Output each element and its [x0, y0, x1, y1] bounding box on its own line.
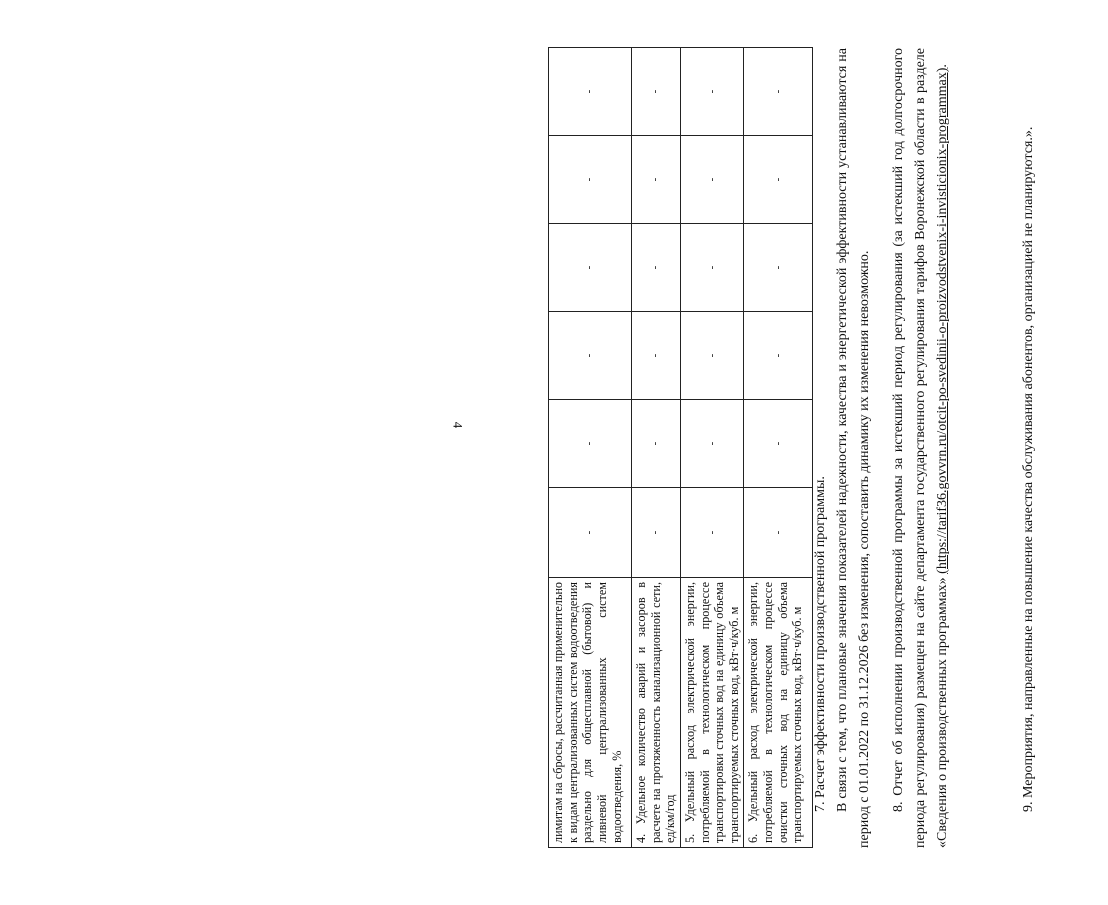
- indicator-value: -: [632, 312, 681, 400]
- section-7-text: В связи с тем, что плановые значения показателей надежности, качества и энергетической эффективности устанавливаются на период с 01.01.2022 по 31.12.2026 без изменения, сопоставить динамику их изменения невозможно.: [835, 48, 872, 848]
- rotated-content: [548, 48, 1108, 848]
- section-9: [1018, 48, 1040, 848]
- indicator-value: -: [744, 48, 813, 136]
- indicator-value: -: [744, 136, 813, 224]
- section-9-text: 9. Мероприятия, направленные на повышение качества обслуживания абонентов, организацией не планируются.».: [1021, 126, 1036, 812]
- section-7-heading: 7. Расчет эффективности производственной программы.: [813, 476, 828, 812]
- indicator-value: -: [632, 48, 681, 136]
- indicator-value: -: [744, 488, 813, 578]
- indicator-value: -: [549, 48, 632, 136]
- section-8-text: 8. Отчет об исполнении производственной программы за истекший период регулирования (за истекший год долгосрочного периода регулирования) размещен на сайте департамента государственного регулирования тарифов Воронежской области в разделе «Сведения о производственных программах»: [891, 48, 950, 848]
- indicator-value: -: [680, 400, 744, 488]
- section-7: [810, 48, 876, 848]
- indicator-value: -: [680, 224, 744, 312]
- table-row: [549, 48, 632, 848]
- indicator-value: -: [632, 224, 681, 312]
- indicator-value: -: [680, 488, 744, 578]
- programs-link[interactable]: (https://tarif36.govvrn.ru/otcit-po-svedinii-o-proizvodstvenix-i-invisticionix-programmax): [935, 67, 950, 574]
- page-number: 4: [450, 421, 466, 429]
- indicator-value: -: [680, 312, 744, 400]
- indicator-name: 6. Удельный расход электрической энергии, потребляемой в технологическом процессе очистки сточных вод на единицу объема транспортируемых сточных вод, кВт·ч/куб. м: [744, 578, 813, 848]
- indicator-value: -: [744, 224, 813, 312]
- indicator-value: -: [549, 224, 632, 312]
- section-8: [888, 48, 954, 848]
- indicators-table: [548, 47, 813, 848]
- indicator-value: -: [549, 312, 632, 400]
- table-row: [632, 48, 681, 848]
- indicator-value: -: [680, 136, 744, 224]
- indicator-name: 5. Удельный расход электрической энергии, потребляемой в технологическом процессе транспортировки сточных вод на единицу объема транспортируемых сточных вод, кВт·ч/куб. м: [680, 578, 744, 848]
- indicator-value: -: [549, 488, 632, 578]
- table-row: [744, 48, 813, 848]
- section-8-end: .: [935, 64, 950, 68]
- section-8-paragraph: [888, 48, 954, 848]
- indicator-value: -: [632, 488, 681, 578]
- indicator-value: -: [549, 136, 632, 224]
- indicator-value: -: [549, 400, 632, 488]
- indicator-value: -: [744, 400, 813, 488]
- indicator-value: -: [632, 400, 681, 488]
- indicator-name: 4. Удельное количество аварий и засоров в расчете на протяженность канализационной сети, ед/км/год: [632, 578, 681, 848]
- indicator-name: лимитам на сбросы, рассчитанная применительно к видам централизованных систем водоотведения раздельно для общесплавной (бытовой) и ливневой централизованных систем водоотведения, %: [549, 578, 632, 848]
- indicator-value: -: [632, 136, 681, 224]
- table-row: [680, 48, 744, 848]
- indicator-value: -: [744, 312, 813, 400]
- indicator-value: -: [680, 48, 744, 136]
